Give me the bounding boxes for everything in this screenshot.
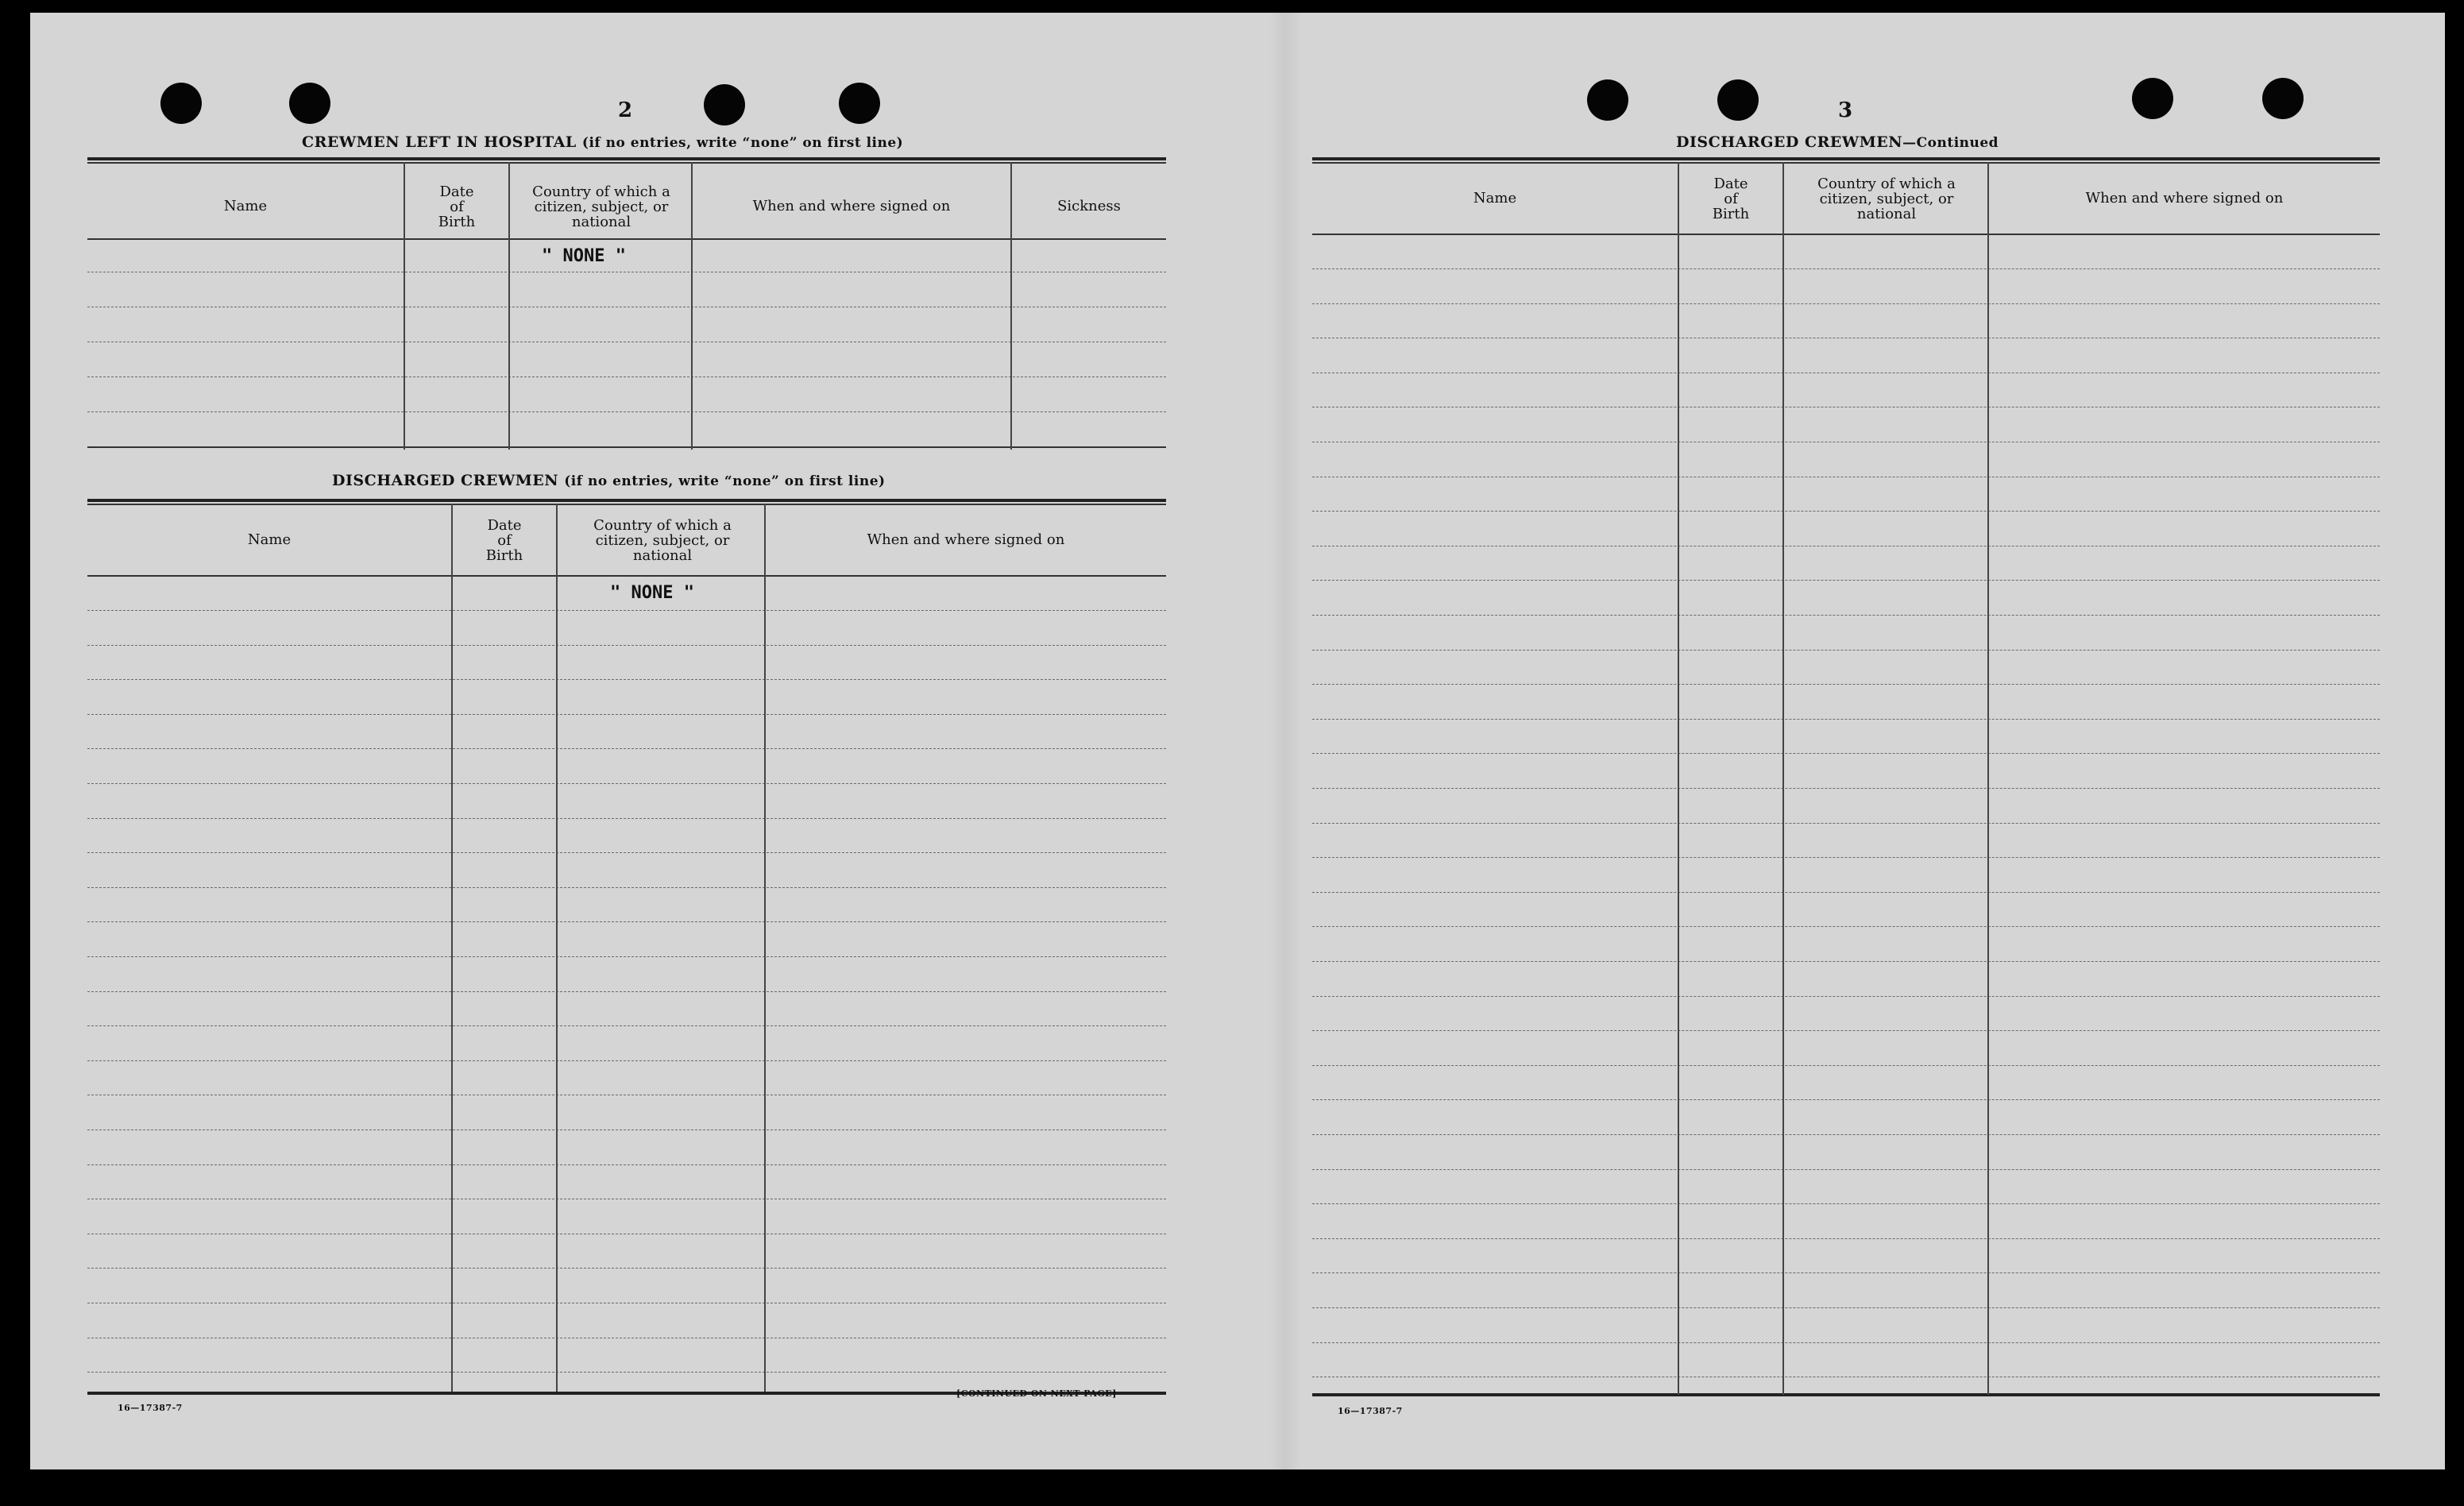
ruled-line	[87, 956, 1166, 957]
ruled-line	[1312, 511, 2380, 512]
ruled-line	[87, 852, 1166, 853]
col-header-signed: When and where signed on	[752, 198, 951, 214]
hospital-title-text: CREWMEN LEFT IN HOSPITAL	[302, 133, 577, 151]
page-number: 2	[618, 98, 633, 122]
punch-hole	[1717, 79, 1759, 121]
ruled-line	[1312, 753, 2380, 754]
ruled-line	[1312, 788, 2380, 789]
ruled-line	[1312, 996, 2380, 997]
ruled-line	[1312, 892, 2380, 893]
ruled-line	[87, 783, 1166, 784]
ruled-line	[1312, 1342, 2380, 1343]
ruled-line	[1312, 1169, 2380, 1170]
punch-hole	[2132, 78, 2173, 119]
ruled-line	[1312, 961, 2380, 962]
hospital-section-title	[302, 133, 903, 151]
col-header-country: Country of which a citizen, subject, or national	[1817, 176, 1956, 222]
hospital-title-note: (if no entries, write “none” on first line)	[581, 135, 904, 151]
ruled-line	[87, 714, 1166, 715]
ruled-line	[1312, 1272, 2380, 1273]
ruled-line	[1312, 580, 2380, 581]
discharged-table	[87, 499, 1166, 1395]
col-header-signed: When and where signed on	[2085, 190, 2284, 207]
hospital-table	[87, 157, 1166, 450]
discharged-section-title	[332, 472, 886, 489]
continued-suffix: —Continued	[1902, 135, 1999, 151]
ruled-line	[1312, 1065, 2380, 1066]
ruled-line	[87, 610, 1166, 611]
ruled-line	[87, 1060, 1166, 1061]
form-number: 16—17387-7	[118, 1403, 183, 1413]
col-header-dob: Date of Birth	[485, 517, 523, 564]
hospital-entry-none: " NONE "	[542, 246, 626, 266]
ruled-line	[1312, 650, 2380, 651]
punch-hole	[1587, 79, 1628, 121]
discharged-entry-none: " NONE "	[610, 583, 694, 603]
punch-hole	[839, 83, 880, 124]
col-header-dob: Date of Birth	[1712, 176, 1750, 222]
ruled-line	[87, 887, 1166, 888]
ruled-line	[1312, 1099, 2380, 1100]
ruled-line	[1312, 926, 2380, 927]
col-header-country: Country of which a citizen, subject, or national	[532, 183, 670, 230]
discharged-title-note: (if no entries, write “none” on first line)	[564, 473, 886, 489]
punch-hole	[2262, 78, 2304, 119]
discharged-continued-table	[1312, 157, 2380, 1398]
ruled-line	[1312, 1307, 2380, 1308]
ruled-line	[87, 679, 1166, 680]
col-header-name: Name	[247, 531, 292, 548]
ruled-line	[87, 1372, 1166, 1373]
document-sheet	[30, 13, 2445, 1469]
ruled-line	[1312, 684, 2380, 685]
ruled-line	[87, 818, 1166, 819]
punch-hole	[289, 83, 330, 124]
ruled-line	[1312, 1238, 2380, 1239]
ruled-line	[87, 645, 1166, 646]
discharged-continued-text: DISCHARGED CREWMEN	[1676, 133, 1903, 151]
continued-note: [CONTINUED ON NEXT PAGE]	[956, 1388, 1117, 1399]
col-header-name: Name	[223, 198, 268, 214]
ruled-line	[1312, 857, 2380, 858]
punch-hole	[160, 83, 202, 124]
col-header-name: Name	[1473, 190, 1517, 207]
ruled-line	[87, 991, 1166, 992]
ruled-line	[1312, 719, 2380, 720]
col-header-sickness: Sickness	[1057, 198, 1121, 214]
ruled-line	[1312, 303, 2380, 304]
page-number: 3	[1838, 98, 1853, 122]
col-header-country: Country of which a citizen, subject, or national	[593, 517, 732, 564]
col-header-dob: Date of Birth	[438, 183, 476, 230]
ruled-line	[1312, 615, 2380, 616]
ruled-line	[87, 1164, 1166, 1165]
form-number: 16—17387-7	[1338, 1406, 1403, 1416]
ruled-line	[87, 1025, 1166, 1026]
discharged-title-text: DISCHARGED CREWMEN	[332, 472, 559, 489]
punch-hole	[704, 84, 745, 126]
discharged-continued-title	[1676, 133, 1999, 151]
ruled-line	[1312, 268, 2380, 269]
col-header-signed: When and where signed on	[867, 531, 1065, 548]
ruled-line	[1312, 823, 2380, 824]
ruled-line	[1312, 1030, 2380, 1031]
ruled-line	[87, 921, 1166, 922]
ruled-line	[87, 748, 1166, 749]
ruled-line	[1312, 1203, 2380, 1204]
ruled-line	[1312, 1134, 2380, 1135]
ruled-line	[87, 1268, 1166, 1269]
